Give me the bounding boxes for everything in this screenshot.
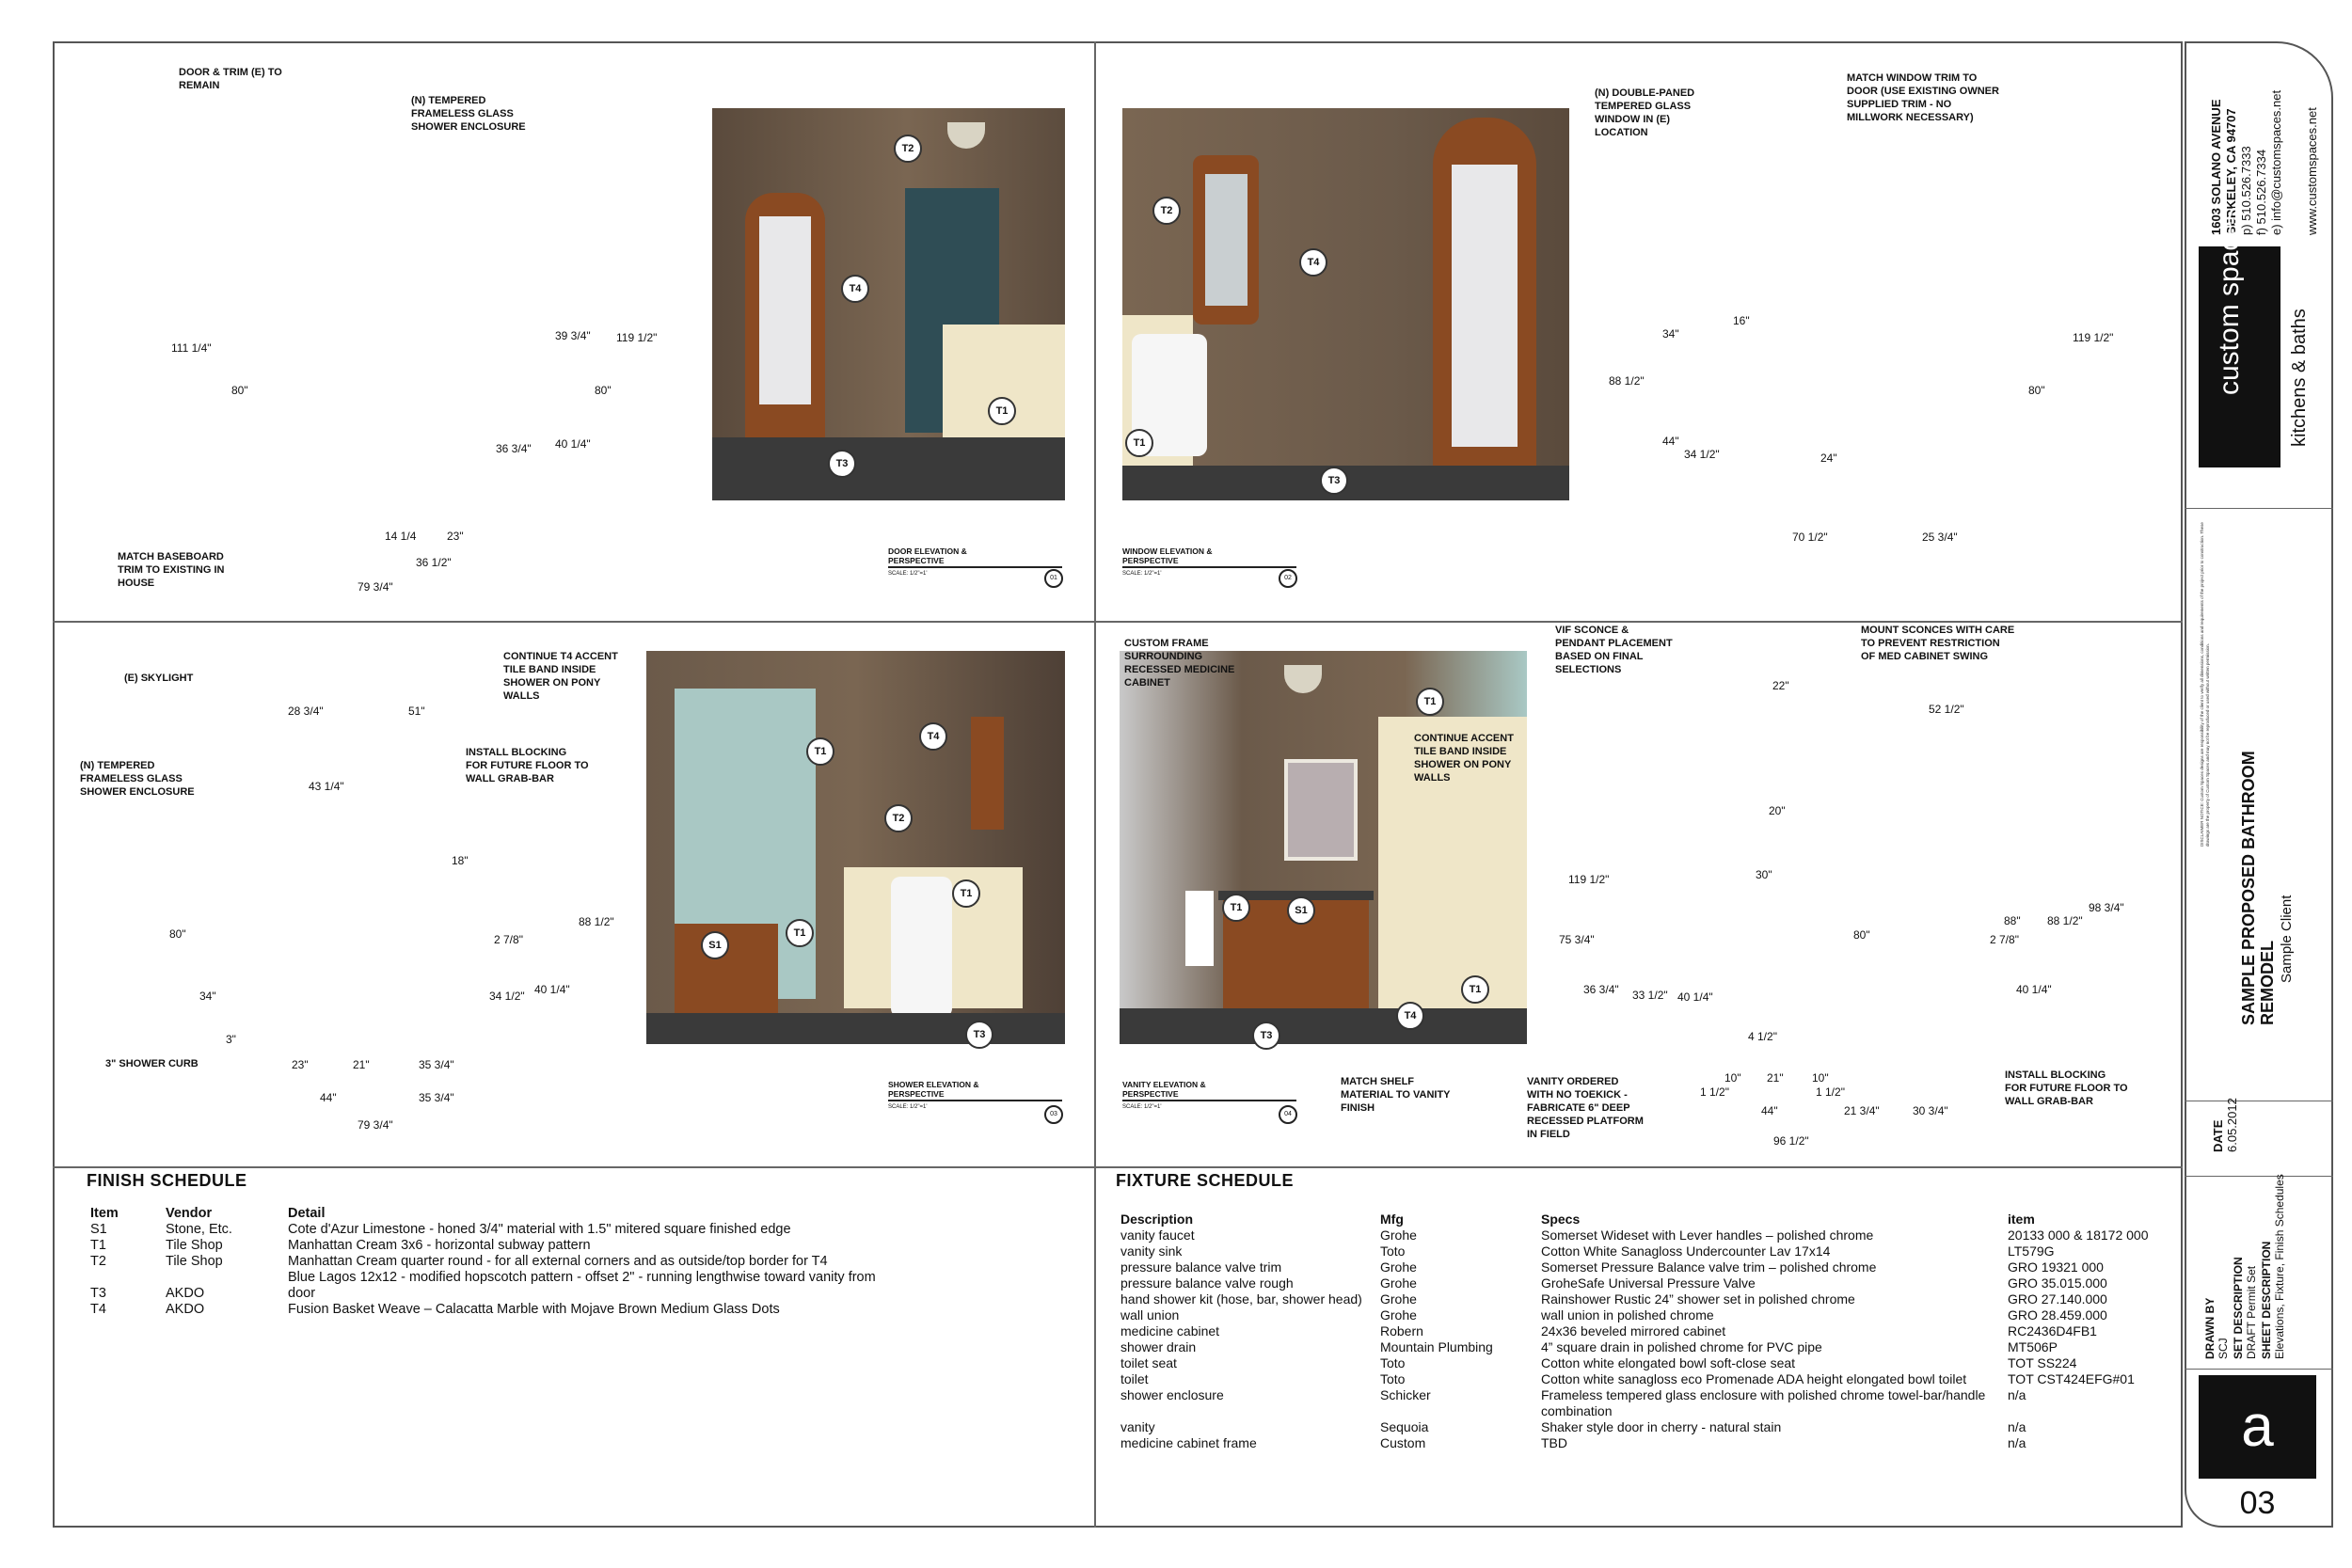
table-row xyxy=(1120,1371,2153,1387)
dim-label: 21" xyxy=(353,1058,370,1071)
window-caption: WINDOW ELEVATION & PERSPECTIVE xyxy=(1122,546,1213,565)
drawn-by-value: SCJ xyxy=(2217,1338,2230,1359)
table-cell: Stone, Etc. xyxy=(166,1222,232,1237)
date-label: DATE xyxy=(2211,1119,2225,1152)
table-cell: Tile Shop xyxy=(166,1238,223,1253)
door-perspective-render xyxy=(712,108,1065,500)
disclaimer: DISCLAIMER NOTICE: Custom Spaces designs are responsibility of the client to verify all dimensions, conditions and requirements of the project prior to construction. These drawings are the property of Custom Spaces and may not be reproduced or used without written permission. xyxy=(2200,522,2210,847)
vanity-scale: SCALE: 1/2"=1' xyxy=(1122,1104,1162,1110)
caption-underline xyxy=(1122,1100,1296,1101)
address-line: 1603 SOLANO AVENUE xyxy=(2209,99,2223,235)
door-scale: SCALE: 1/2"=1' xyxy=(888,571,928,577)
table-cell: vanity xyxy=(1120,1419,1155,1434)
sheet-letter: a xyxy=(2199,1375,2316,1479)
table-cell: shower drain xyxy=(1120,1339,1197,1354)
table-cell: GroheSafe Universal Pressure Valve xyxy=(1541,1275,1756,1291)
table-cell xyxy=(90,1270,166,1286)
table-cell: Cotton white sanagloss eco Promenade ADA height elongated bowl toilet xyxy=(1541,1371,1967,1386)
dim-label: 40 1/4" xyxy=(555,437,591,451)
row-divider-2 xyxy=(53,1166,2183,1168)
dim-label: 35 3/4" xyxy=(419,1058,454,1071)
table-cell: vanity faucet xyxy=(1120,1227,1195,1243)
table-row xyxy=(90,1302,882,1318)
dim-label: 40 1/4" xyxy=(534,983,570,996)
table-cell: T2 xyxy=(90,1254,106,1269)
table-cell: LT579G xyxy=(2008,1243,2055,1259)
table-cell: Manhattan Cream quarter round - for all external corners and as outside/top border for T4 xyxy=(288,1254,828,1269)
table-cell: Rainshower Rustic 24” shower set in polished chrome xyxy=(1541,1291,1855,1307)
floor xyxy=(646,1013,1065,1044)
table-cell: Fusion Basket Weave – Calacatta Marble with Mojave Brown Medium Glass Dots xyxy=(288,1302,780,1317)
dim-label: 24" xyxy=(1820,451,1837,465)
table-header-row xyxy=(1120,1212,2153,1227)
dim-label: 88 1/2" xyxy=(1609,374,1645,388)
tag-s1: S1 xyxy=(701,931,729,959)
table-cell: Somerset Pressure Balance valve trim – polished chrome xyxy=(1541,1259,1877,1275)
table-cell: RC2436D4FB1 xyxy=(2008,1323,2097,1338)
dim-label: 25 3/4" xyxy=(1922,531,1958,544)
dim-label: 119 1/2" xyxy=(616,331,658,344)
table-cell: Toto xyxy=(1380,1355,1406,1370)
table-cell: Somerset Wideset with Lever handles – polished chrome xyxy=(1541,1227,1874,1243)
dim-label: 16" xyxy=(1733,314,1750,327)
window-scale: SCALE: 1/2"=1' xyxy=(1122,571,1162,577)
dim-label: 98 3/4" xyxy=(2089,901,2124,914)
dim-label: 43 1/4" xyxy=(309,780,344,793)
table-cell: Toto xyxy=(1380,1371,1406,1386)
table-cell: n/a xyxy=(2008,1419,2026,1434)
dim-label: 40 1/4" xyxy=(2016,983,2052,996)
table-cell: 20133 000 & 18172 000 xyxy=(2008,1227,2149,1243)
note-custom-frame: CUSTOM FRAME SURROUNDING RECESSED MEDICINE CABINET xyxy=(1124,638,1235,689)
vanity-sheet-ref: 04 xyxy=(1279,1105,1297,1124)
table-cell: T1 xyxy=(90,1238,106,1253)
tag-t1: T1 xyxy=(806,737,834,766)
dim-label: 10" xyxy=(1724,1071,1741,1085)
note-mount-sconces: MOUNT SCONCES WITH CARE TO PREVENT RESTRICTION OF MED CABINET SWING xyxy=(1861,625,2015,662)
table-row xyxy=(1120,1275,2153,1291)
note-accent-tile: CONTINUE ACCENT TILE BAND INSIDE SHOWER ON PONY WALLS xyxy=(1414,733,1514,784)
dim-label: 96 1/2" xyxy=(1773,1134,1809,1148)
row-divider-1 xyxy=(53,621,2183,623)
note-door-trim: DOOR & TRIM (E) TO REMAIN xyxy=(179,67,282,91)
table-cell: door xyxy=(288,1286,316,1301)
dim-label: 21" xyxy=(1767,1071,1784,1085)
door-caption: DOOR ELEVATION & PERSPECTIVE xyxy=(888,546,967,565)
table-cell: medicine cabinet frame xyxy=(1120,1435,1257,1450)
dim-label: 79 3/4" xyxy=(358,580,393,594)
window-perspective-render xyxy=(1122,108,1569,500)
table-cell: TOT SS224 xyxy=(2008,1355,2077,1370)
tag-t3: T3 xyxy=(965,1021,993,1049)
table-cell: Grohe xyxy=(1380,1259,1417,1275)
dim-label: 28 3/4" xyxy=(288,705,324,718)
table-cell: wall union in polished chrome xyxy=(1541,1307,1714,1323)
tag-t2: T2 xyxy=(884,804,913,832)
dim-label: 111 1/4" xyxy=(171,341,212,355)
floor xyxy=(1120,1008,1527,1044)
table-cell: Cotton white elongated bowl soft-close seat xyxy=(1541,1355,1796,1370)
tag-t4: T4 xyxy=(1299,248,1327,277)
table-cell: Grohe xyxy=(1380,1307,1417,1323)
note-skylight: (E) SKYLIGHT xyxy=(124,673,194,684)
tag-t1: T1 xyxy=(1461,975,1489,1004)
table-cell: 24x36 beveled mirrored cabinet xyxy=(1541,1323,1726,1338)
table-row xyxy=(1120,1419,2153,1435)
tag-t1: T1 xyxy=(1222,894,1250,922)
table-header-row xyxy=(90,1206,882,1222)
note-frameless-glass: (N) TEMPERED FRAMELESS GLASS SHOWER ENCLOSURE xyxy=(80,760,195,798)
dim-label: 79 3/4" xyxy=(358,1118,393,1132)
column-header: Specs xyxy=(1541,1212,1581,1227)
table-cell: n/a xyxy=(2008,1435,2026,1450)
caption-underline xyxy=(888,1100,1062,1101)
door-glass-panel xyxy=(1452,165,1518,447)
dim-label: 22" xyxy=(1772,679,1789,692)
dim-label: 36 3/4" xyxy=(496,442,532,455)
floor xyxy=(712,437,1065,500)
finish-schedule-title: FINISH SCHEDULE xyxy=(87,1171,247,1190)
window-glass xyxy=(1205,174,1248,306)
dim-label: 75 3/4" xyxy=(1559,933,1595,946)
title-block-divider xyxy=(2185,1176,2333,1177)
table-row xyxy=(1120,1435,2153,1451)
dim-label: 52 1/2" xyxy=(1929,703,1964,716)
dim-label: 1 1/2" xyxy=(1816,1085,1845,1099)
table-row xyxy=(1120,1323,2153,1339)
table-row xyxy=(1120,1339,2153,1355)
client-name: Sample Client xyxy=(2279,895,2295,983)
table-cell: Toto xyxy=(1380,1243,1406,1259)
table-cell: AKDO xyxy=(166,1286,205,1301)
center-divider xyxy=(1094,41,1096,1528)
address-line: BERKELEY, CA 94707 xyxy=(2224,108,2238,235)
dim-label: 3" xyxy=(226,1033,236,1046)
table-cell: pressure balance valve rough xyxy=(1120,1275,1294,1291)
table-cell: Grohe xyxy=(1380,1275,1417,1291)
note-frameless-glass: (N) TEMPERED FRAMELESS GLASS SHOWER ENCLOSURE xyxy=(411,95,526,133)
column-header: Description xyxy=(1120,1212,1194,1227)
table-cell: 4” square drain in polished chrome for PVC pipe xyxy=(1541,1339,1822,1354)
finish-schedule-table xyxy=(90,1206,882,1318)
table-cell: Cote d'Azur Limestone - honed 3/4" material with 1.5" mitered square finished edge xyxy=(288,1222,791,1237)
dim-label: 20" xyxy=(1769,804,1786,817)
table-cell xyxy=(166,1270,288,1286)
note-baseboard: MATCH BASEBOARD TRIM TO EXISTING IN HOUSE xyxy=(118,551,225,589)
table-cell: T3 xyxy=(90,1286,106,1301)
table-cell: Grohe xyxy=(1380,1291,1417,1307)
sheet-number: 03 xyxy=(2239,1485,2276,1521)
table-cell: medicine cabinet xyxy=(1120,1323,1220,1338)
note-vanity-toekick: VANITY ORDERED WITH NO TOEKICK - FABRICATE 6" DEEP RECESSED PLATFORM IN FIELD xyxy=(1527,1076,1644,1140)
dim-label: 88" xyxy=(2004,914,2021,927)
tag-t1: T1 xyxy=(988,397,1016,425)
shower-perspective-render xyxy=(646,651,1065,1044)
tag-t2: T2 xyxy=(1152,197,1181,225)
tag-t4: T4 xyxy=(919,722,947,751)
table-row xyxy=(90,1222,882,1238)
sheet-description-label: SHEET DESCRIPTION xyxy=(2260,1241,2273,1359)
shower-scale: SCALE: 1/2"=1' xyxy=(888,1104,928,1110)
logo-subtitle: kitchens & baths xyxy=(2289,309,2310,447)
column-header: Vendor xyxy=(166,1206,213,1221)
table-cell: Mountain Plumbing xyxy=(1380,1339,1493,1354)
dim-label: 34" xyxy=(199,990,216,1003)
note-blocking: INSTALL BLOCKING FOR FUTURE FLOOR TO WALL GRAB-BAR xyxy=(2005,1069,2128,1107)
tag-t3: T3 xyxy=(1252,1022,1280,1050)
dim-label: 23" xyxy=(447,530,464,543)
tag-s1: S1 xyxy=(1287,896,1315,925)
table-cell: Cotton White Sanagloss Undercounter Lav 17x14 xyxy=(1541,1243,1831,1259)
tag-t1: T1 xyxy=(786,919,814,947)
sheet-description-value: Elevations, Fixture, Finish Schedules xyxy=(2273,1174,2286,1359)
table-cell: TBD xyxy=(1541,1435,1567,1450)
note-shower-curb: 3" SHOWER CURB xyxy=(105,1058,199,1069)
table-cell: toilet xyxy=(1120,1371,1149,1386)
table-cell: Manhattan Cream 3x6 - horizontal subway pattern xyxy=(288,1238,591,1253)
drawn-by-label: DRAWN BY xyxy=(2203,1297,2217,1359)
dim-label: 88 1/2" xyxy=(579,915,614,928)
table-row xyxy=(1120,1307,2153,1323)
tag-t1: T1 xyxy=(1125,429,1153,457)
table-row xyxy=(1120,1259,2153,1275)
dim-label: 34" xyxy=(1662,327,1679,341)
shower-sheet-ref: 03 xyxy=(1044,1105,1063,1124)
table-cell: Robern xyxy=(1380,1323,1423,1338)
table-cell: Sequoia xyxy=(1380,1419,1429,1434)
fax: f) 510.526.7334 xyxy=(2254,149,2268,235)
dim-label: 80" xyxy=(2028,384,2045,397)
tag-t4: T4 xyxy=(1396,1002,1424,1030)
table-cell: TOT CST424EFG#01 xyxy=(2008,1371,2135,1386)
table-row xyxy=(1120,1387,2153,1419)
table-cell: Tile Shop xyxy=(166,1254,223,1269)
table-cell: MT506P xyxy=(2008,1339,2058,1354)
table-row xyxy=(1120,1291,2153,1307)
column-header: Detail xyxy=(288,1206,326,1221)
table-row xyxy=(1120,1227,2153,1243)
title-block-divider xyxy=(2185,1369,2333,1370)
set-description-label: SET DESCRIPTION xyxy=(2232,1257,2245,1359)
column-header: item xyxy=(2008,1212,2035,1227)
email: e) info@customspaces.net xyxy=(2269,89,2283,235)
note-sconce: VIF SCONCE & PENDANT PLACEMENT BASED ON FINAL SELECTIONS xyxy=(1555,625,1673,675)
note-shelf: MATCH SHELF MATERIAL TO VANITY FINISH xyxy=(1341,1076,1451,1114)
fixture-schedule-table xyxy=(1120,1212,2153,1451)
towel xyxy=(1185,891,1214,966)
dim-label: 34 1/2" xyxy=(489,990,525,1003)
shower-caption: SHOWER ELEVATION & PERSPECTIVE xyxy=(888,1080,979,1099)
table-cell: Blue Lagos 12x12 - modified hopscotch pattern - offset 2" - running lengthwise toward vanity from xyxy=(288,1270,876,1285)
vanity-caption: VANITY ELEVATION & PERSPECTIVE xyxy=(1122,1080,1206,1099)
website: www.customspaces.net xyxy=(2305,107,2319,235)
note-blocking: INSTALL BLOCKING FOR FUTURE FLOOR TO WALL GRAB-BAR xyxy=(466,747,589,784)
fixture-schedule-title: FIXTURE SCHEDULE xyxy=(1116,1171,1295,1190)
dim-label: 14 1/4 xyxy=(385,530,417,543)
door-glass-panel xyxy=(759,216,811,404)
table-cell: S1 xyxy=(90,1222,107,1237)
dim-label: 80" xyxy=(595,384,612,397)
set-description-value: DRAFT Permit Set xyxy=(2245,1265,2258,1359)
table-cell: Custom xyxy=(1380,1435,1426,1450)
dim-label: 119 1/2" xyxy=(1568,873,1610,886)
dim-label: 88 1/2" xyxy=(2047,914,2083,927)
table-cell: wall union xyxy=(1120,1307,1180,1323)
table-cell: hand shower kit (hose, bar, shower head) xyxy=(1120,1291,1362,1307)
window-frame xyxy=(971,717,1004,830)
table-cell: toilet seat xyxy=(1120,1355,1177,1370)
dim-label: 2 7/8" xyxy=(494,933,523,946)
column-header: Mfg xyxy=(1380,1212,1404,1227)
table-cell: Frameless tempered glass enclosure with polished chrome towel-bar/handle combination xyxy=(1541,1387,1986,1418)
caption-underline xyxy=(888,566,1062,568)
dim-label: 34 1/2" xyxy=(1684,448,1720,461)
table-row xyxy=(1120,1243,2153,1259)
table-cell: pressure balance valve trim xyxy=(1120,1259,1282,1275)
dim-label: 30" xyxy=(1756,868,1772,881)
column-header: Item xyxy=(90,1206,119,1221)
table-cell: shower enclosure xyxy=(1120,1387,1224,1402)
note-window-trim: MATCH WINDOW TRIM TO DOOR (USE EXISTING OWNER SUPPLIED TRIM - NO MILLWORK NECESSARY) xyxy=(1847,72,1999,123)
table-cell: Shaker style door in cherry - natural stain xyxy=(1541,1419,1782,1434)
dim-label: 44" xyxy=(1761,1104,1778,1117)
dim-label: 10" xyxy=(1812,1071,1829,1085)
note-accent-tile: CONTINUE T4 ACCENT TILE BAND INSIDE SHOWER ON PONY WALLS xyxy=(503,651,618,702)
toilet xyxy=(891,877,952,1018)
logo-text: custom spaces xyxy=(2214,206,2245,395)
dim-label: 4 1/2" xyxy=(1748,1030,1777,1043)
dim-label: 70 1/2" xyxy=(1792,531,1828,544)
dim-label: 44" xyxy=(1662,435,1679,448)
table-cell: GRO 19321 000 xyxy=(2008,1259,2104,1275)
date-value: 6.05.2012 xyxy=(2225,1098,2239,1152)
project-title: SAMPLE PROPOSED BATHROOM REMODEL xyxy=(2239,751,2277,1025)
dim-label: 80" xyxy=(1853,928,1870,942)
dim-label: 21 3/4" xyxy=(1844,1104,1880,1117)
table-cell: T4 xyxy=(90,1302,106,1317)
dim-label: 80" xyxy=(169,927,186,941)
dim-label: 44" xyxy=(320,1091,337,1104)
medicine-cabinet xyxy=(1284,759,1358,861)
table-cell: AKDO xyxy=(166,1302,205,1317)
caption-underline xyxy=(1122,566,1296,568)
dim-label: 23" xyxy=(292,1058,309,1071)
tag-t4: T4 xyxy=(841,275,869,303)
table-cell: GRO 27.140.000 xyxy=(2008,1291,2107,1307)
dim-label: 2 7/8" xyxy=(1990,933,2019,946)
phone: p) 510.526.7333 xyxy=(2239,146,2253,235)
dim-label: 40 1/4" xyxy=(1677,990,1713,1004)
dim-label: 119 1/2" xyxy=(2073,331,2114,344)
tag-t1: T1 xyxy=(952,879,980,908)
dim-label: 36 3/4" xyxy=(1583,983,1619,996)
tag-t3: T3 xyxy=(1320,467,1348,495)
dim-label: 51" xyxy=(408,705,425,718)
table-cell: Schicker xyxy=(1380,1387,1431,1402)
tag-t3: T3 xyxy=(828,450,856,478)
dim-label: 36 1/2" xyxy=(416,556,452,569)
table-cell: Grohe xyxy=(1380,1227,1417,1243)
door-sheet-ref: 01 xyxy=(1044,569,1063,588)
dim-label: 80" xyxy=(231,384,248,397)
tag-t1: T1 xyxy=(1416,688,1444,716)
tag-t2: T2 xyxy=(894,135,922,163)
note-window: (N) DOUBLE-PANED TEMPERED GLASS WINDOW IN (E) LOCATION xyxy=(1595,87,1695,138)
dim-label: 30 3/4" xyxy=(1913,1104,1948,1117)
table-cell: n/a xyxy=(2008,1387,2026,1402)
dim-label: 1 1/2" xyxy=(1700,1085,1729,1099)
table-row xyxy=(90,1270,882,1286)
dim-label: 35 3/4" xyxy=(419,1091,454,1104)
table-row xyxy=(1120,1355,2153,1371)
table-row xyxy=(90,1286,882,1302)
table-cell: GRO 35.015.000 xyxy=(2008,1275,2107,1291)
table-cell: GRO 28.459.000 xyxy=(2008,1307,2107,1323)
dim-label: 39 3/4" xyxy=(555,329,591,342)
table-cell: vanity sink xyxy=(1120,1243,1183,1259)
table-row xyxy=(90,1254,882,1270)
dim-label: 33 1/2" xyxy=(1632,989,1668,1002)
window-sheet-ref: 02 xyxy=(1279,569,1297,588)
table-row xyxy=(90,1238,882,1254)
dim-label: 18" xyxy=(452,854,469,867)
